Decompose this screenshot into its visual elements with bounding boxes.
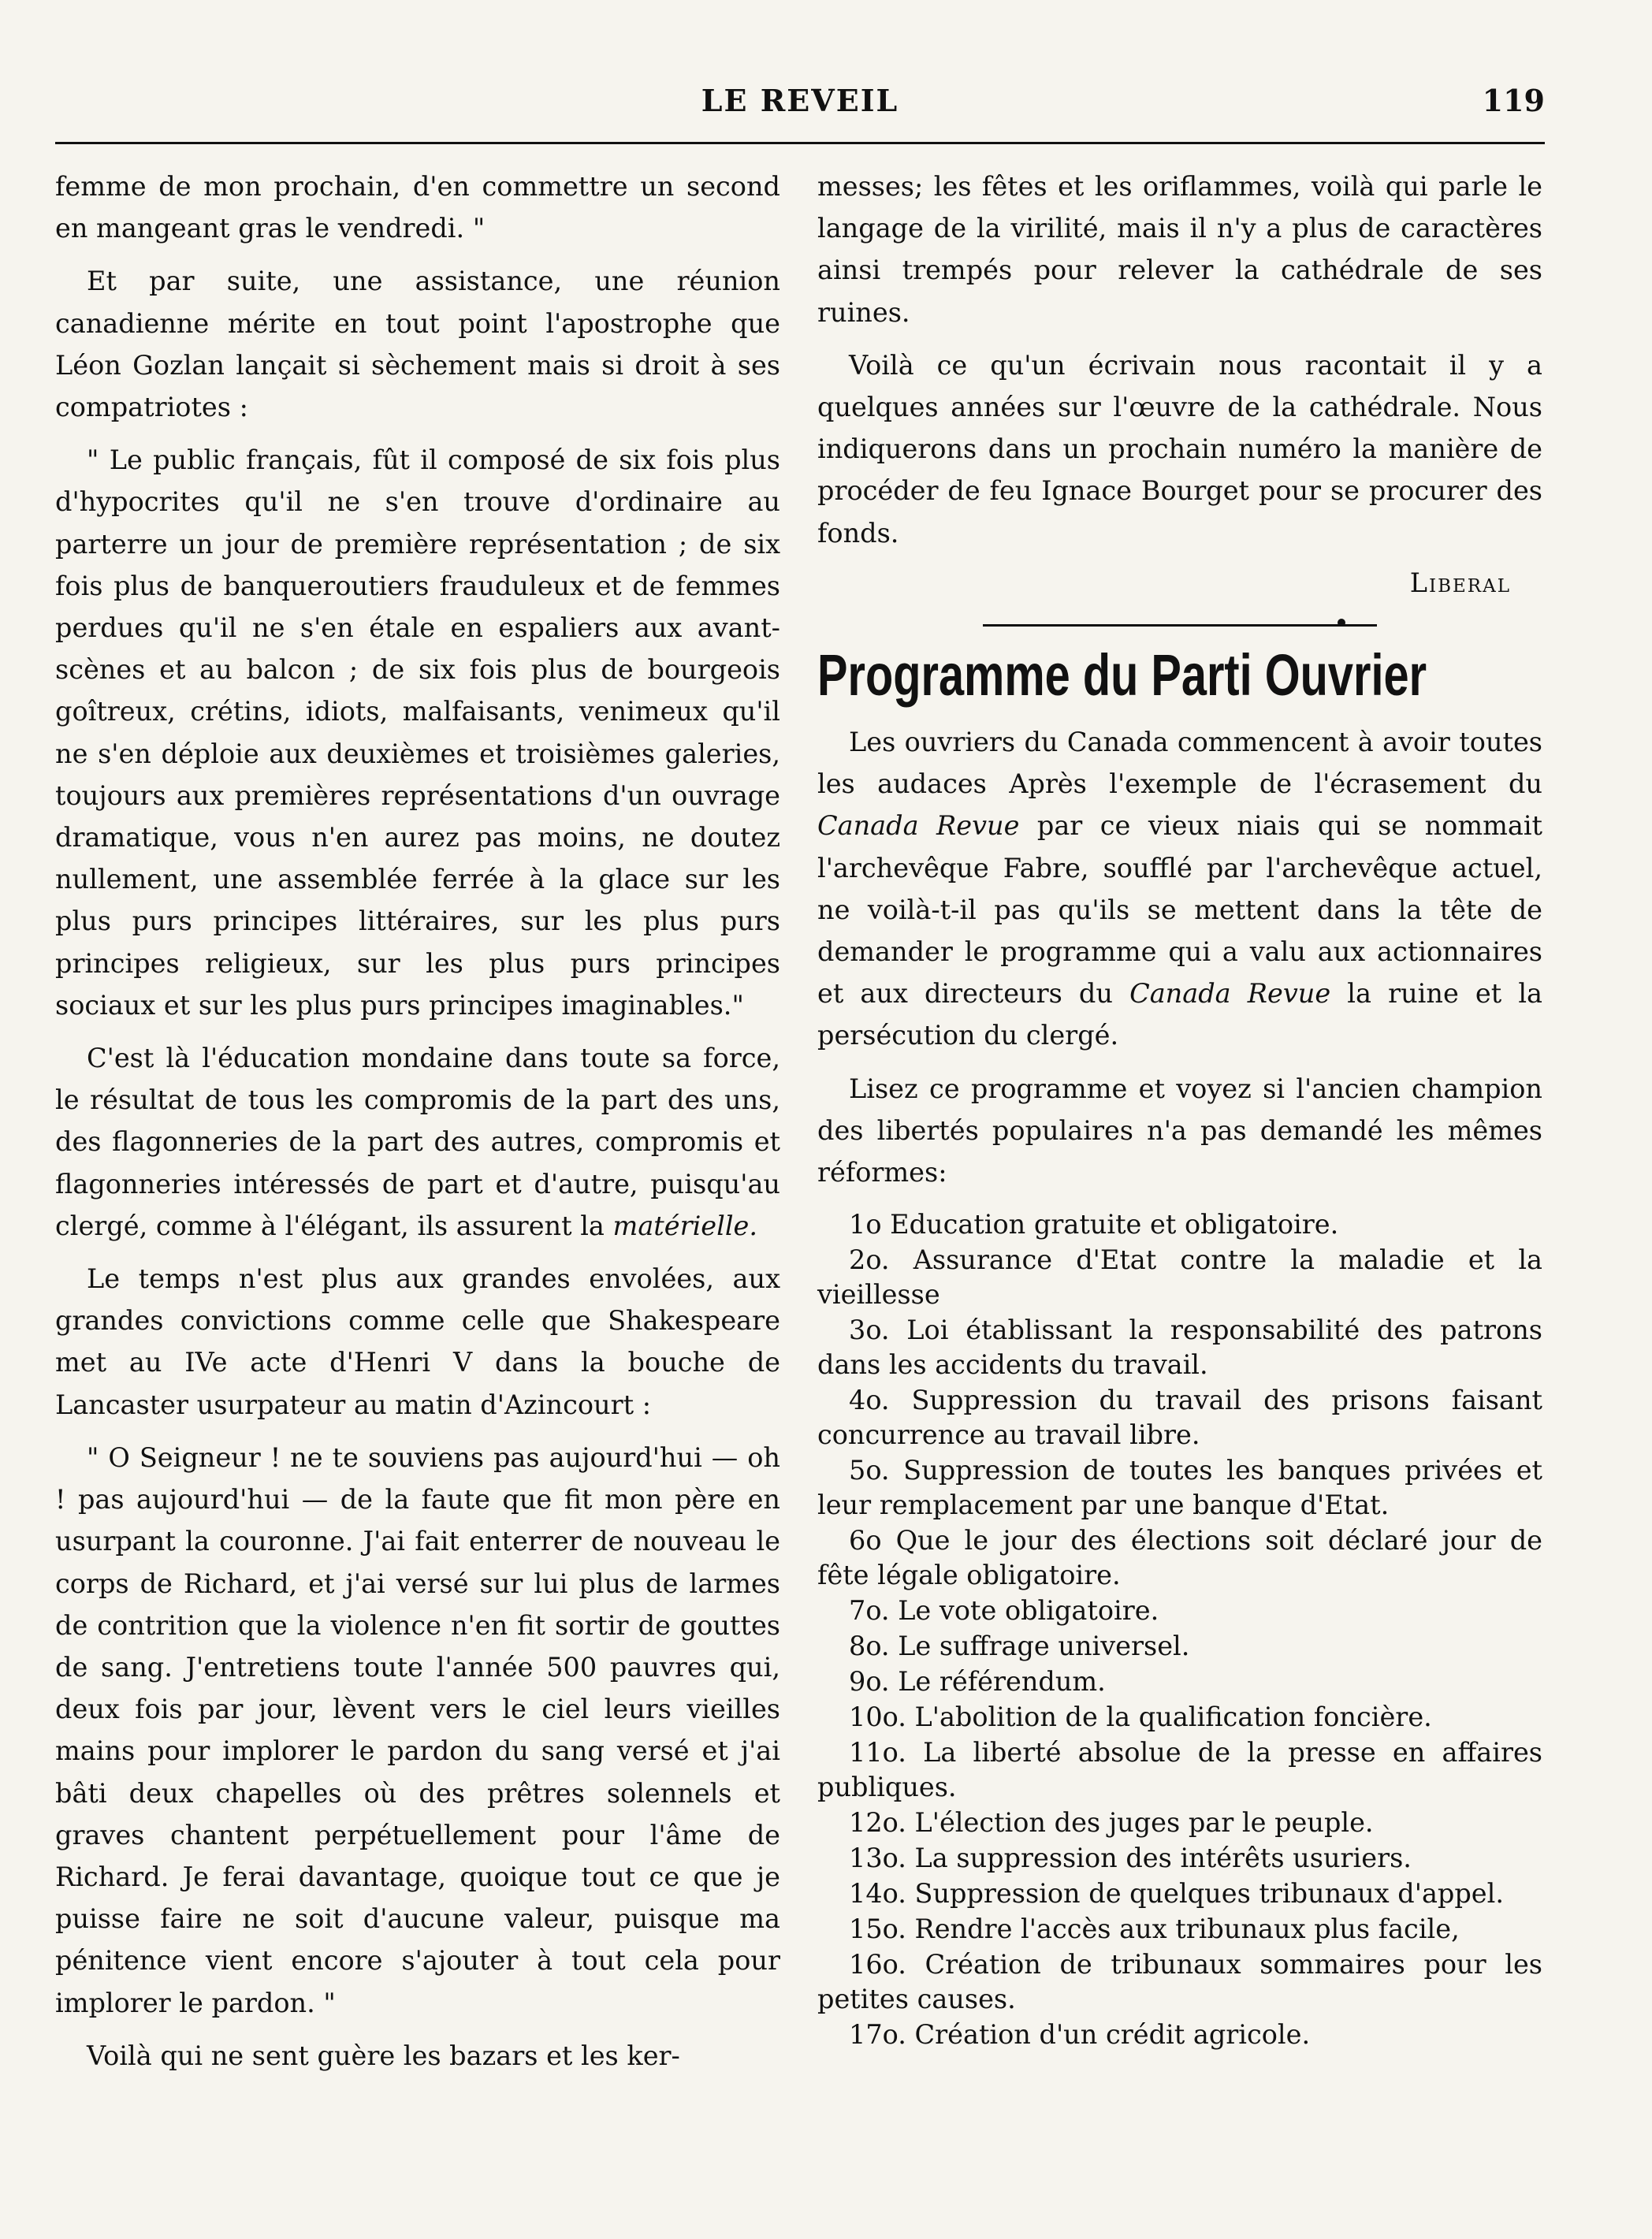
paragraph: Et par suite, une assistance, une réunion canadienne mérite en tout point l'apostrophe que Léon Gozlan lançait si sèchement mais si droit à ses compatriotes : bbox=[55, 266, 780, 423]
list-item-text: 11o. La liberté absolue de la presse en affaires publiques. bbox=[817, 1737, 1542, 1803]
quote-paragraph: " O Seigneur ! ne te souviens pas aujourd'hui — oh ! pas aujourd'hui — de la faute que fit mon père en usurpant la couronne. J'ai fait enterrer de nouveau le corps de Richard, et j'ai versé sur lui plus de larmes de contrition que la violence n'en fit sortir de gouttes de sang. J'entretiens toute l'année 500 pauvres qui, deux fois par jour, lèvent vers le ciel leurs vieilles mains pour implorer le pardon du sang versé et j'ai bâti deux chapelles où des prêtres solennels et graves chantent perpétuellement pour l'âme de Richard. Je ferai davantage, quoique tout ce que je puisse faire ne soit d'aucune valeur, puisque ma pénitence vient encore s'ajouter à tout cela pour implorer le pardon. " bbox=[55, 1441, 780, 2018]
paragraph: Voilà qui ne sent guère les bazars et les ker- bbox=[87, 2040, 680, 2071]
paragraph: Voilà ce qu'un écrivain nous racontait il y a quelques années sur l'œuvre de la cathédrale. Nous indiquerons dans un prochain numéro la manière de procéder de feu Ignace Bourget pour se procurer des fonds. bbox=[817, 349, 1542, 549]
list-item bbox=[817, 1313, 1542, 1382]
list-item bbox=[817, 1594, 1542, 1628]
paragraph: Lisez ce programme et voyez si l'ancien champion des libertés populaires n'a pas demandé les mêmes réformes: bbox=[817, 1073, 1542, 1188]
author-signature: Liberal bbox=[1409, 567, 1511, 598]
list-item bbox=[817, 1523, 1542, 1593]
list-item bbox=[817, 1912, 1542, 1947]
list-item-text: 1o Education gratuite et obligatoire. bbox=[849, 1209, 1339, 1240]
list-item-text: 6o Que le jour des élections soit déclaré jour de fête légale obligatoire. bbox=[817, 1525, 1542, 1591]
list-item bbox=[817, 2018, 1542, 2052]
list-item-text: 14o. Suppression de quelques tribunaux d'appel. bbox=[849, 1878, 1504, 1910]
list-item-text: 13o. La suppression des intérêts usuriers. bbox=[849, 1843, 1412, 1874]
paragraph: Le temps n'est plus aux grandes envolées, aux grandes convictions comme celle que Shakespeare met au IVe acte d'Henri V dans la bouche de Lancaster usurpateur au matin d'Azincourt : bbox=[55, 1263, 780, 1420]
list-item-text: 9o. Le référendum. bbox=[849, 1666, 1106, 1698]
section-title: Programme du Parti Ouvrier bbox=[817, 642, 1427, 709]
paragraph: messes; les fêtes et les oriflammes, voilà qui parle le langage de la virilité, mais il n'y a plus de caractères ainsi trempés pour relever la cathédrale de ses ruines. bbox=[817, 171, 1542, 328]
list-item-text: 7o. Le vote obligatoire. bbox=[849, 1595, 1159, 1627]
list-item bbox=[817, 1806, 1542, 1840]
text-run: Les ouvriers du Canada commencent à avoir toutes les audaces Après l'exemple de l'écrasement du bbox=[817, 727, 1542, 800]
list-item-text: 5o. Suppression de toutes les banques privées et leur remplacement par une banque d'Etat. bbox=[817, 1455, 1542, 1521]
header-rule bbox=[55, 142, 1545, 144]
list-item bbox=[817, 1207, 1542, 1242]
left-column bbox=[55, 166, 780, 2077]
section-divider bbox=[983, 624, 1377, 627]
quote-paragraph: " Le public français, fût il composé de six fois plus d'hypocrites qu'il ne s'en trouve d'ordinaire au parterre un jour de première représentation ; de six fois plus de banqueroutiers frauduleux et de femmes perdues qu'il ne s'en étale en espaliers aux avant-scènes et au balcon ; de six fois plus de bourgeois goîtreux, crétins, idiots, malfaisants, venimeux qu'il ne s'en déploie aux deuxièmes et troisièmes galeries, toujours aux premières représentations d'un ouvrage dramatique, vous n'en aurez pas moins, ne doutez nullement, une assemblée ferrée à la glace sur les plus purs principes littéraires, sur les plus purs principes religieux, sur les plus purs principes sociaux et sur les plus purs principes imaginables." bbox=[55, 444, 780, 1021]
italic-text: matérielle. bbox=[612, 1210, 758, 1241]
list-item bbox=[817, 1735, 1542, 1805]
list-item-text: 3o. Loi établissant la responsabilité des patrons dans les accidents du travail. bbox=[817, 1315, 1542, 1381]
list-item bbox=[817, 1453, 1542, 1523]
paragraph: femme de mon prochain, d'en commettre un second en mangeant gras le vendredi. " bbox=[55, 171, 780, 244]
list-item-text: 2o. Assurance d'Etat contre la maladie et la vieillesse bbox=[817, 1244, 1542, 1311]
page-number: 119 bbox=[1482, 83, 1545, 118]
list-item bbox=[817, 1876, 1542, 1911]
paragraph bbox=[55, 1037, 780, 1247]
list-item-text: 15o. Rendre l'accès aux tribunaux plus facile, bbox=[849, 1914, 1460, 1945]
list-item bbox=[817, 1243, 1542, 1312]
list-item-text: 4o. Suppression du travail des prisons faisant concurrence au travail libre. bbox=[817, 1385, 1542, 1451]
programme-list bbox=[817, 1207, 1542, 2052]
italic-text: Canada Revue bbox=[817, 810, 1020, 842]
italic-text: Canada Revue bbox=[1129, 978, 1331, 1010]
list-item-text: 12o. L'élection des juges par le peuple. bbox=[849, 1807, 1374, 1839]
page-header bbox=[55, 75, 1545, 122]
divider-dot bbox=[1338, 619, 1345, 627]
text-run: par ce vieux niais qui se nommait l'archevêque Fabre, soufflé par l'archevêque actuel, ne voilà-t-il pas qu'ils se mettent dans la tête de demander le programme qui a valu aux actionnaires et aux directeurs du bbox=[817, 810, 1542, 1010]
newspaper-title: LE REVEIL bbox=[701, 83, 899, 118]
list-item bbox=[817, 1700, 1542, 1735]
list-item bbox=[817, 1664, 1542, 1699]
text-run: la ruine et la persécution du clergé. bbox=[817, 978, 1543, 1051]
list-item bbox=[817, 1947, 1542, 2017]
list-item bbox=[817, 1383, 1542, 1452]
text-run: C'est là l'éducation mondaine dans toute sa force, le résultat de tous les compromis de la part des uns, des flagonneries de la part des autres, compromis et flagonneries intéressés de part et d'autre, puisqu'au clergé, comme à l'élégant, ils assurent la bbox=[55, 1043, 780, 1241]
list-item-text: 16o. Création de tribunaux sommaires pour les petites causes. bbox=[817, 1949, 1542, 2015]
list-item bbox=[817, 1629, 1542, 1664]
paragraph bbox=[817, 721, 1542, 1057]
list-item-text: 8o. Le suffrage universel. bbox=[849, 1631, 1190, 1662]
list-item-text: 17o. Création d'un crédit agricole. bbox=[849, 2019, 1311, 2051]
list-item bbox=[817, 1841, 1542, 1876]
list-item-text: 10o. L'abolition de la qualification foncière. bbox=[849, 1702, 1432, 1733]
right-column bbox=[817, 166, 1542, 2053]
